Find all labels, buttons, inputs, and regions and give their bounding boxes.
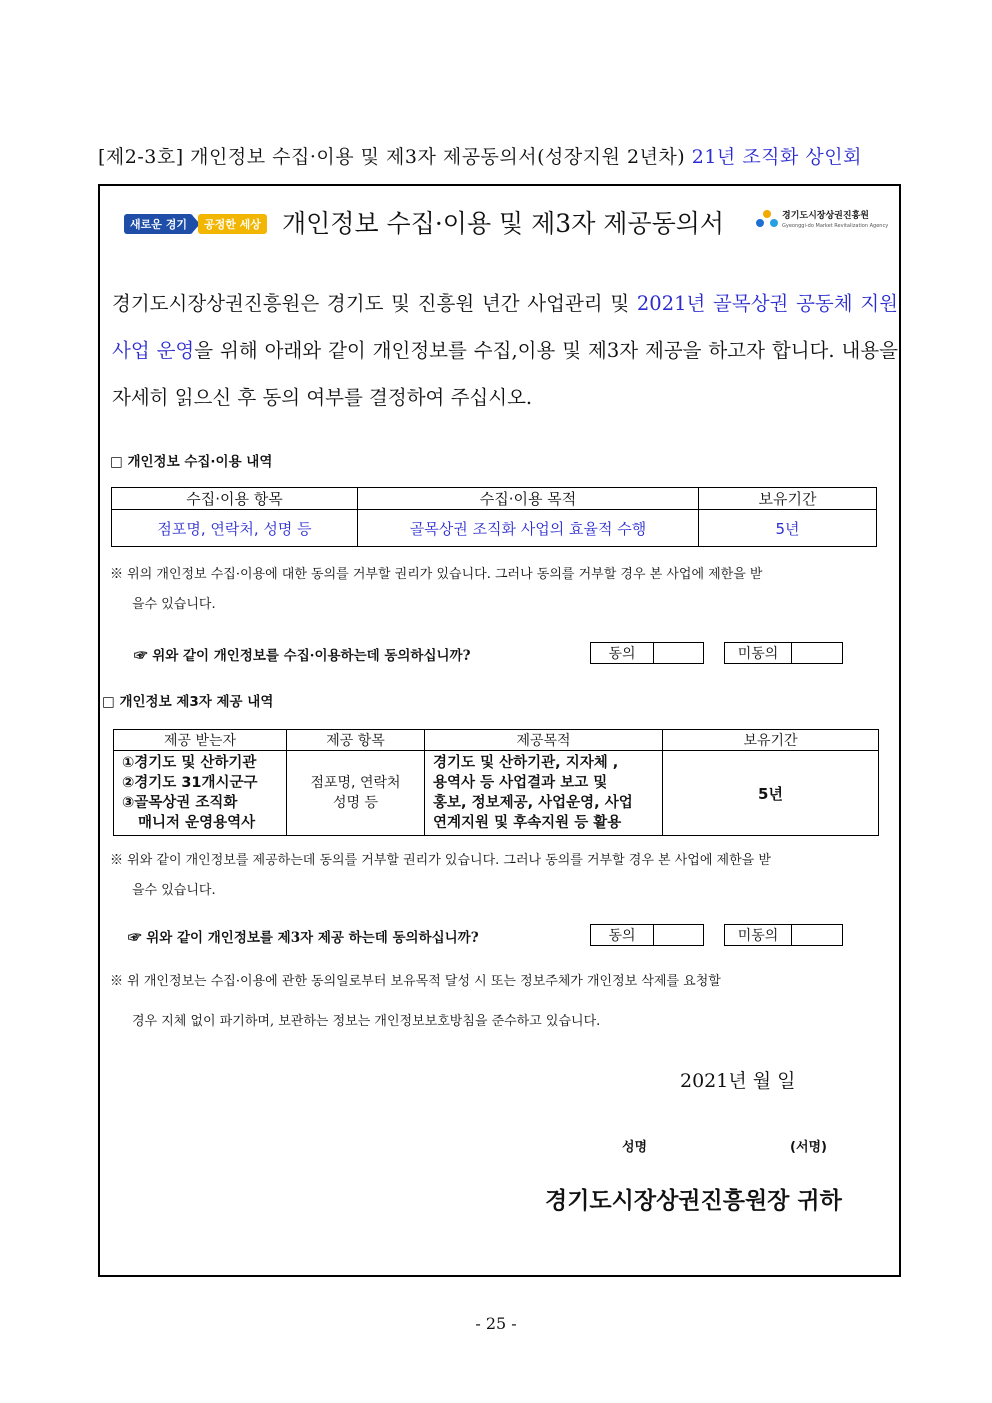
disagree-label: 미동의 [725,643,792,663]
purpose-line-4: 연계지원 및 후속지원 등 활용 [433,815,622,831]
agree-check-area[interactable] [654,925,703,945]
recipient-3-cont: 매니저 운영용역사 [138,815,256,831]
section2-agree-checkbox[interactable] [590,924,704,946]
sign-label: (서명) [790,1140,827,1155]
document-header [98,142,862,169]
agency-logo-text [782,211,888,231]
page-number: - 25 - [475,1314,517,1333]
section2-question: ☞ 위와 같이 개인정보를 제3자 제공 하는데 동의하십니까? [128,930,479,946]
item-line-1: 점포명, 연락처 [310,775,401,791]
addressee: 경기도시장상권진흥원장 귀하 [545,1187,842,1214]
agency-logo-sub: Gyeonggi-do Market Revitalization Agency [782,223,889,229]
agency-logo-name: 경기도시장상권진흥원 [782,211,869,221]
intro-part2: 을 위해 아래와 같이 개인정보를 수집,이용 및 제3자 제공을 하고자 합니다. 내용을 자세히 읽으신 후 동의 여부를 결정하여 주십시오. [112,339,899,409]
third-party-header-items: 제공 항목 [287,730,425,751]
header-highlight: 21년 조직화 상인회 [691,146,862,168]
third-party-header-recipient: 제공 받는자 [114,730,287,751]
collection-header-period: 보유기간 [699,488,877,510]
section2-heading: □ 개인정보 제3자 제공 내역 [102,694,274,710]
third-party-cell-items [287,751,425,836]
section1-note-line2: 을수 있습니다. [132,597,216,612]
collection-cell-items: 점포명, 연락처, 성명 등 [112,510,358,547]
disagree-check-area[interactable] [792,925,842,945]
section1-question: ☞ 위와 같이 개인정보를 수집·이용하는데 동의하십니까? [134,648,471,664]
intro-highlight: 2021년 골목상권 공동체 지원사업 운영 [112,292,898,362]
section1-agree-checkbox[interactable] [590,642,704,664]
agree-label: 동의 [591,643,654,663]
section2-note [110,846,771,906]
recipient-3: ③골목상권 조직화 [122,795,238,811]
section1-disagree-checkbox[interactable] [724,642,843,664]
section2-disagree-checkbox[interactable] [724,924,843,946]
collection-cell-purpose: 골목상권 조직화 사업의 효율적 수행 [358,510,699,547]
agree-label: 동의 [591,925,654,945]
disagree-check-area[interactable] [792,643,842,663]
recipient-1: ①경기도 및 산하기관 [122,755,257,771]
collection-table [111,487,877,547]
disagree-label: 미동의 [725,925,792,945]
recipient-2: ②경기도 31개시군구 [122,775,258,791]
agency-logo-icon [756,210,778,232]
purpose-line-2: 용역사 등 사업결과 보고 및 [433,775,608,791]
intro-part1: 경기도시장상권진흥원은 경기도 및 진흥원 년간 사업관리 및 [112,292,637,315]
form-title: 개인정보 수집·이용 및 제3자 제공동의서 [282,209,725,238]
section1-note-line1: ※ 위의 개인정보 수집·이용에 대한 동의를 거부할 권리가 있습니다. 그러나 동의를 거부할 경우 본 사업에 제한을 받 [110,567,763,582]
logo-left-part2: 공정한 세상 [198,214,267,234]
section2-note-line1: ※ 위와 같이 개인정보를 제공하는데 동의를 거부할 권리가 있습니다. 그러나 동의를 거부할 경우 본 사업에 제한을 받 [110,853,771,868]
third-party-table [113,729,879,836]
collection-cell-period: 5년 [699,510,877,547]
collection-header-purpose: 수집·이용 목적 [358,488,699,510]
purpose-line-1: 경기도 및 산하기관, 지자체 , [433,755,619,771]
gyeonggi-slogan-logo [124,214,267,234]
third-party-header-purpose: 제공목적 [425,730,663,751]
section2-note-line2: 을수 있습니다. [132,883,216,898]
final-note-line1: ※ 위 개인정보는 수집·이용에 관한 동의일로부터 보유목적 달성 시 또는 정보주체가 개인정보 삭제를 요청할 [110,974,721,989]
third-party-cell-recipients [114,751,287,836]
agency-logo [756,210,888,232]
third-party-header-period: 보유기간 [663,730,879,751]
third-party-cell-purpose [425,751,663,836]
section1-heading: □ 개인정보 수집·이용 내역 [110,454,273,470]
logo-left-part1: 새로운 경기 [124,214,193,234]
table-row [114,751,879,836]
agree-check-area[interactable] [654,643,703,663]
purpose-line-3: 홍보, 정보제공, 사업운영, 사업 [433,795,633,811]
item-line-2: 성명 등 [332,795,379,811]
final-note [110,962,721,1042]
third-party-cell-period: 5년 [663,751,879,836]
intro-paragraph [112,280,898,421]
section1-note [110,560,763,620]
name-label: 성명 [622,1140,648,1155]
signature-date: 2021년 월 일 [680,1070,796,1092]
final-note-line2: 경우 지체 없이 파기하며, 보관하는 정보는 개인정보보호방침을 준수하고 있습니다. [132,1014,601,1029]
header-prefix: [제2-3호] 개인정보 수집·이용 및 제3자 제공동의서(성장지원 2년차) [98,146,692,168]
collection-header-items: 수집·이용 항목 [112,488,358,510]
table-row [112,510,877,547]
